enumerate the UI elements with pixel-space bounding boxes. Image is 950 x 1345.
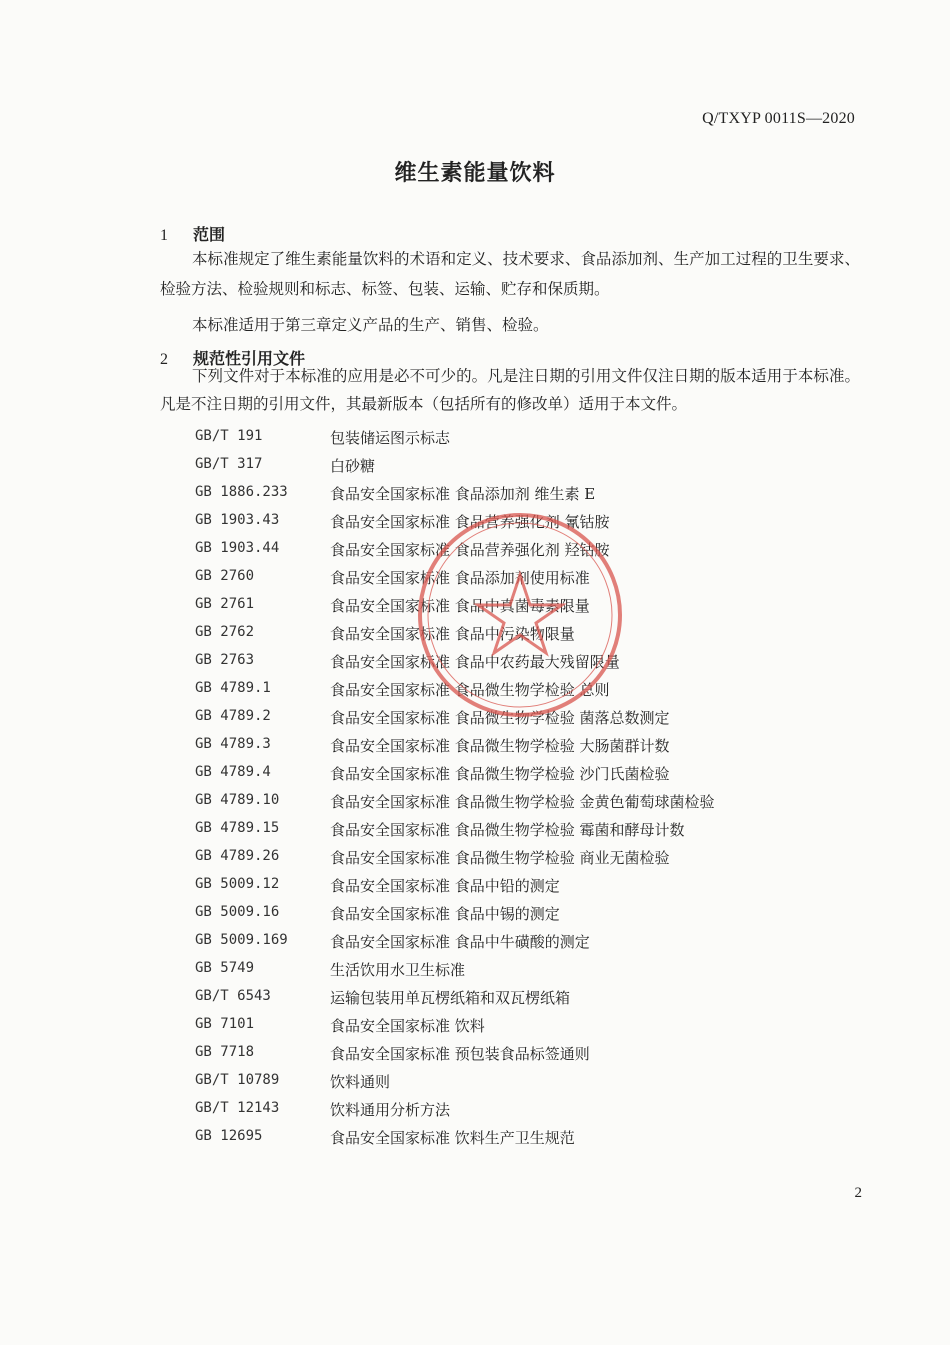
section-2-title: 规范性引用文件 [193,349,306,368]
standard-code: Q/TXYP 0011S—2020 [702,110,855,127]
reference-code: GB 7718 [195,1044,255,1060]
section-2-intro: 下列文件对于本标准的应用是必不可少的。凡是注日期的引用文件仅注日期的版本适用于本标准。凡是不注日期的引用文件，其最新版本（包括所有的修改单）适用于本文件。 [160,367,860,413]
reference-title: 食品安全国家标准 食品微生物学检验 金黄色葡萄球菌检验 [330,793,715,811]
reference-code: GB 12695 [195,1128,263,1144]
section-1-paragraph-1: 本标准规定了维生素能量饮料的术语和定义、技术要求、食品添加剂、生产加工过程的卫生要求、检验方法、检验规则和标志、标签、包装、运输、贮存和保质期。 [160,250,860,298]
reference-title: 食品安全国家标准 食品添加剂 维生素 E [330,485,596,503]
reference-code: GB 5749 [195,960,255,976]
reference-title: 食品安全国家标准 食品中农药最大残留限量 [330,653,620,671]
reference-title: 食品安全国家标准 饮料 [330,1017,485,1035]
reference-code: GB 4789.10 [195,792,280,808]
reference-title: 食品安全国家标准 食品微生物学检验 霉菌和酵母计数 [330,821,685,839]
reference-title: 食品安全国家标准 饮料生产卫生规范 [330,1129,575,1147]
section-1-heading [160,222,225,245]
reference-title: 包装储运图示标志 [330,429,451,447]
section-1-paragraph-2: 本标准适用于第三章定义产品的生产、销售、检验。 [192,316,549,334]
reference-title: 食品安全国家标准 食品中牛磺酸的测定 [330,933,590,951]
reference-title: 食品安全国家标准 预包装食品标签通则 [330,1045,590,1063]
reference-title: 食品安全国家标准 食品微生物学检验 总则 [330,681,610,699]
reference-code: GB 2762 [195,624,255,640]
reference-code: GB 4789.2 [195,708,271,724]
document-title: 维生素能量饮料 [394,161,556,186]
reference-code: GB/T 317 [195,456,263,472]
reference-code: GB 4789.26 [195,848,280,864]
reference-code: GB 4789.4 [195,764,271,780]
reference-title: 白砂糖 [330,457,376,475]
reference-code: GB 1886.233 [195,484,288,500]
reference-title: 食品安全国家标准 食品营养强化剂 羟钴胺 [330,541,610,559]
reference-title: 饮料通用分析方法 [330,1101,451,1119]
reference-code: GB 7101 [195,1016,255,1032]
reference-code: GB 4789.15 [195,820,280,836]
reference-title: 食品安全国家标准 食品微生物学检验 商业无菌检验 [330,849,670,867]
reference-code: GB 1903.44 [195,540,280,556]
section-1-title: 范围 [193,225,226,244]
reference-title: 食品安全国家标准 食品添加剂使用标准 [330,569,590,587]
reference-title: 饮料通则 [330,1073,391,1091]
reference-title: 食品安全国家标准 食品微生物学检验 沙门氏菌检验 [330,765,670,783]
reference-code: GB 5009.169 [195,932,288,948]
reference-title: 运输包装用单瓦楞纸箱和双瓦楞纸箱 [330,989,571,1007]
reference-code: GB 4789.1 [195,680,271,696]
reference-title: 食品安全国家标准 食品微生物学检验 大肠菌群计数 [330,737,670,755]
reference-code: GB/T 10789 [195,1072,280,1088]
reference-code: GB 2760 [195,568,255,584]
reference-title: 食品安全国家标准 食品微生物学检验 菌落总数测定 [330,709,670,727]
reference-code: GB 4789.3 [195,736,271,752]
reference-title: 生活饮用水卫生标准 [330,961,466,979]
page-number: 2 [854,1185,862,1201]
reference-code: GB/T 6543 [195,988,271,1004]
section-2-number: 2 [160,351,168,368]
reference-code: GB 2763 [195,652,255,668]
reference-code: GB 1903.43 [195,512,280,528]
section-1-number: 1 [160,227,168,244]
reference-code: GB/T 12143 [195,1100,280,1116]
reference-code: GB 5009.16 [195,904,280,920]
reference-title: 食品安全国家标准 食品中铅的测定 [330,877,560,895]
reference-code: GB 2761 [195,596,255,612]
reference-title: 食品安全国家标准 食品中污染物限量 [330,625,575,643]
reference-title: 食品安全国家标准 食品营养强化剂 氰钴胺 [330,513,610,531]
reference-title: 食品安全国家标准 食品中真菌毒素限量 [330,597,590,615]
reference-code: GB 5009.12 [195,876,280,892]
reference-code: GB/T 191 [195,428,263,444]
reference-title: 食品安全国家标准 食品中锡的测定 [330,905,560,923]
